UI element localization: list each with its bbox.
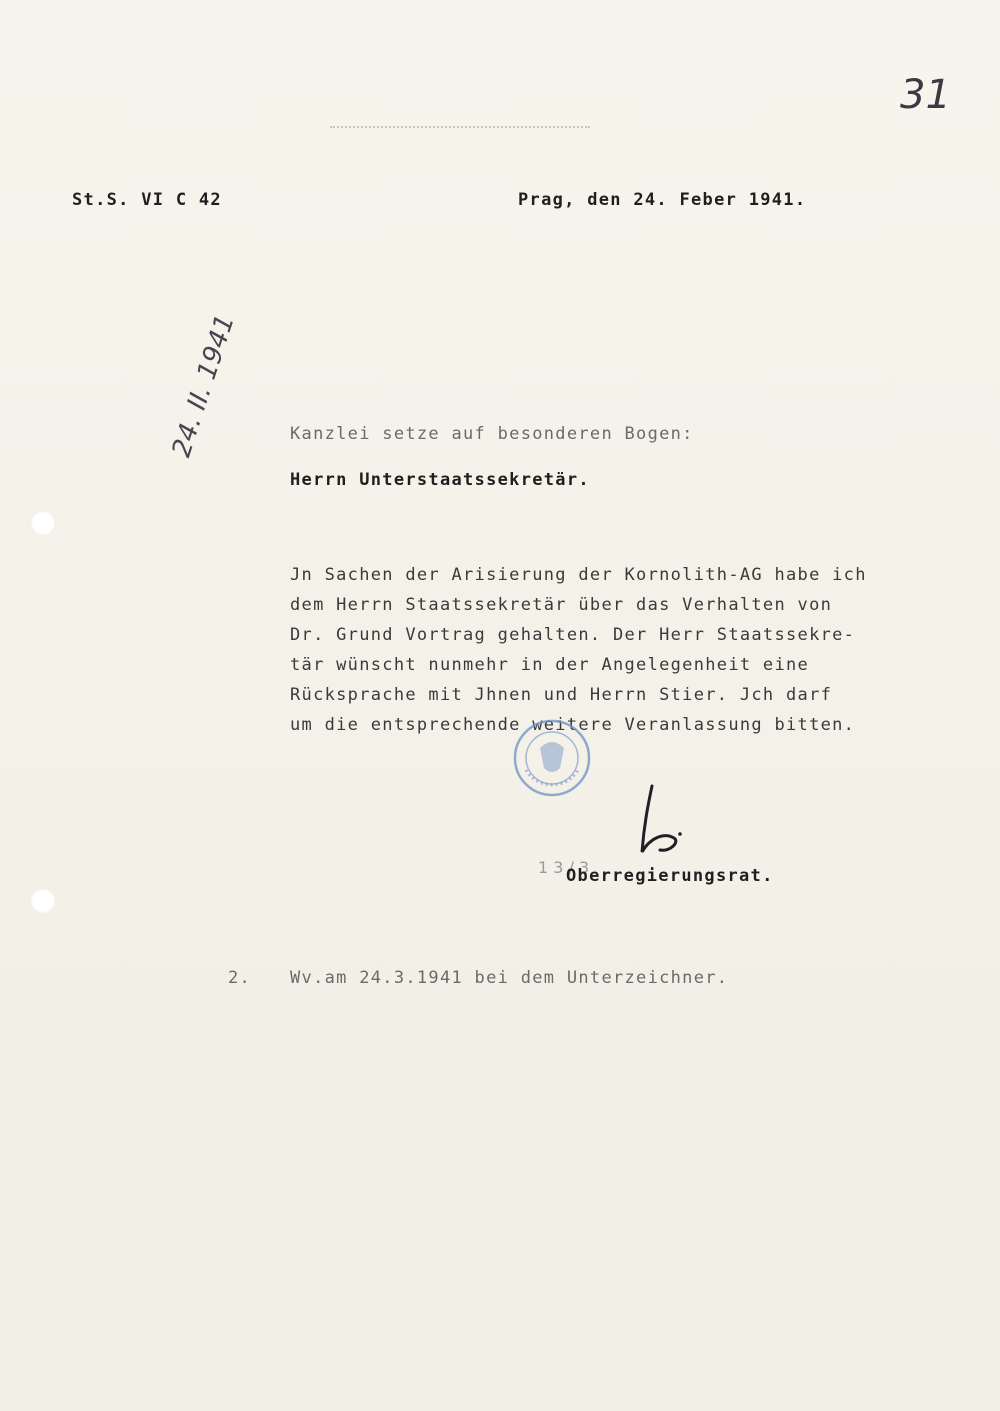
- signature-title: Oberregierungsrat.: [566, 866, 774, 886]
- followup-number: 2.: [228, 968, 252, 988]
- body-line: Jn Sachen der Arisierung der Kornolith-AG habe ich: [290, 565, 867, 585]
- body-line: Dr. Grund Vortrag gehalten. Der Herr Staatssekre-: [290, 625, 856, 645]
- faint-rule: [330, 126, 590, 128]
- body-line: dem Herrn Staatssekretär über das Verhalten von: [290, 595, 833, 615]
- stamp-number: 1 3 / 3: [538, 858, 590, 877]
- followup-text: Wv.am 24.3.1941 bei dem Unterzeichner.: [290, 968, 729, 988]
- punch-hole: [30, 510, 56, 536]
- addressee-line: Herrn Unterstaatssekretär.: [290, 470, 590, 490]
- instruction-line: Kanzlei setze auf besonderen Bogen:: [290, 424, 694, 444]
- reference-number: St.S. VI C 42: [72, 190, 222, 210]
- body-line: um die entsprechende weitere Veranlassung bitten.: [290, 715, 856, 735]
- page-number: 31: [900, 72, 951, 118]
- body-line: Rücksprache mit Jhnen und Herrn Stier. Jch darf: [290, 685, 833, 705]
- round-seal-stamp: [512, 718, 592, 798]
- place-date: Prag, den 24. Feber 1941.: [518, 190, 807, 210]
- body-line: tär wünscht nunmehr in der Angelegenheit eine: [290, 655, 810, 675]
- handwritten-date: 24. II. 1941: [166, 311, 241, 461]
- punch-hole: [30, 888, 56, 914]
- handwritten-signature: [630, 780, 690, 860]
